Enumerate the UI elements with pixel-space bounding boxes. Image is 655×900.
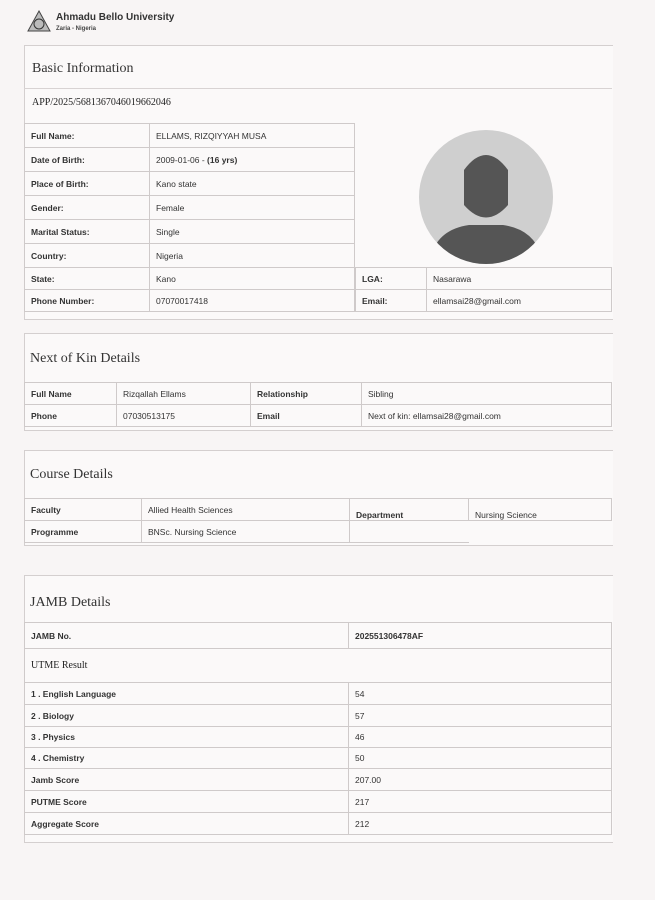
gender: Female [150, 196, 355, 220]
label: Department [350, 499, 469, 521]
jamb-table [24, 622, 612, 835]
kin-relationship: Sibling [362, 383, 612, 405]
dob-value: 2009-01-06 - [156, 154, 208, 165]
section-title: Next of Kin Details [30, 351, 141, 366]
section-title: JAMB Details [30, 595, 111, 610]
aggregate-score: 212 [349, 813, 612, 835]
subject-label: 3 . Physics [25, 727, 349, 748]
university-location: Zaria - Nigeria [56, 26, 97, 32]
label: Programme [25, 521, 142, 543]
university-logo-icon [27, 10, 51, 32]
state: Kano [150, 268, 355, 290]
subject-label: 1 . English Language [25, 683, 349, 705]
label: Faculty [25, 499, 142, 521]
email: ellamsai28@gmail.com [427, 290, 612, 312]
label: Marital Status: [25, 220, 150, 244]
phone-number: 07070017418 [150, 290, 355, 312]
department: Nursing Science [469, 499, 612, 521]
jamb-number: 202551306478AF [349, 623, 612, 649]
section-title: Course Details [30, 467, 113, 482]
subject-score: 54 [349, 683, 612, 705]
date-of-birth [150, 148, 355, 172]
next-of-kin-table [24, 382, 612, 427]
jamb-score: 207.00 [349, 769, 612, 791]
faculty: Allied Health Sciences [142, 499, 350, 521]
kin-phone: 07030513175 [117, 405, 251, 427]
label: Country: [25, 244, 150, 268]
putme-score: 217 [349, 791, 612, 813]
label: JAMB No. [25, 623, 349, 649]
utme-result-heading: UTME Result [25, 649, 612, 683]
jamb-score-label: Jamb Score [25, 769, 349, 791]
place-of-birth: Kano state [150, 172, 355, 196]
basic-info-table [24, 123, 355, 312]
course-details-table [24, 498, 612, 543]
kin-full-name: Rizqallah Ellams [117, 383, 251, 405]
subject-score: 46 [349, 727, 612, 748]
avatar-placeholder-icon [419, 130, 553, 264]
label: Date of Birth: [25, 148, 150, 172]
putme-score-label: PUTME Score [25, 791, 349, 813]
kin-email: Next of kin: ellamsai28@gmail.com [362, 405, 612, 427]
age-value: (16 yrs) [207, 154, 238, 165]
aggregate-score-label: Aggregate Score [25, 813, 349, 835]
label: Relationship [251, 383, 362, 405]
label: LGA: [356, 268, 427, 290]
subject-label: 2 . Biology [25, 705, 349, 727]
label: Phone Number: [25, 290, 150, 312]
basic-info-side-table [355, 267, 612, 312]
programme: BNSc. Nursing Science [142, 521, 350, 543]
marital-status: Single [150, 220, 355, 244]
label: Full Name [25, 383, 117, 405]
label: Place of Birth: [25, 172, 150, 196]
university-name: Ahmadu Bello University [56, 12, 175, 23]
country: Nigeria [150, 244, 355, 268]
full-name: ELLAMS, RIZQIYYAH MUSA [150, 124, 355, 148]
label: Full Name: [25, 124, 150, 148]
subject-score: 50 [349, 748, 612, 769]
label: Phone [25, 405, 117, 427]
subject-label: 4 . Chemistry [25, 748, 349, 769]
label: Gender: [25, 196, 150, 220]
label: Email: [356, 290, 427, 312]
section-title: Basic Information [32, 61, 134, 76]
application-number: APP/2025/5681367046019662046 [32, 97, 171, 108]
label: Email [251, 405, 362, 427]
lga: Nasarawa [427, 268, 612, 290]
label: State: [25, 268, 150, 290]
subject-score: 57 [349, 705, 612, 727]
